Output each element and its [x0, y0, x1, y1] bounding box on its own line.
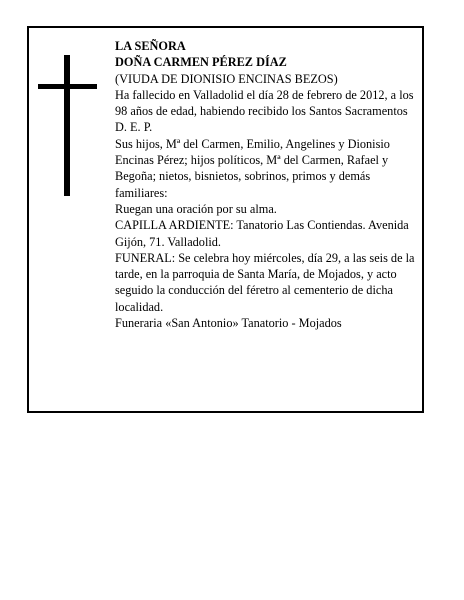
heading-title: LA SEÑORA — [115, 39, 186, 53]
death-announcement: Ha fallecido en Valladolid el día 28 de febrero de 2012, a los 98 años de edad, habiendo recibido los Santos Sacramentos — [115, 87, 414, 119]
prayer-request: Ruegan una oración por su alma. — [115, 201, 277, 216]
funeral-home: Funeraria «San Antonio» Tanatorio - Mojados — [115, 316, 342, 331]
widow-of-line: (VIUDA DE DIONISIO ENCINAS BEZOS) — [115, 71, 338, 86]
family-list: Sus hijos, Mª del Carmen, Emilio, Angelines y Dionisio Encinas Pérez; hijos políticos, Mª del Carmen, Rafael y Begoña; nietos, bisnietos, sobrinos, primos y demás familiares: — [115, 136, 390, 200]
funeral-info: FUNERAL: Se celebra hoy miércoles, día 29, a las seis de la tarde, en la parroquia de Santa María, de Mojados, y acto seguido la conducción del féretro al cementerio de dicha localidad. — [115, 250, 415, 314]
cross-vertical-bar — [64, 55, 70, 196]
deceased-name: DOÑA CARMEN PÉREZ DÍAZ — [115, 55, 287, 70]
chapel-info: CAPILLA ARDIENTE: Tanatorio Las Contiendas. Avenida Gijón, 71. Valladolid. — [115, 218, 409, 249]
rip-line: D. E. P. — [115, 120, 153, 135]
cross-horizontal-bar — [38, 84, 97, 89]
cross-icon — [38, 55, 97, 196]
obituary-text — [115, 38, 421, 331]
